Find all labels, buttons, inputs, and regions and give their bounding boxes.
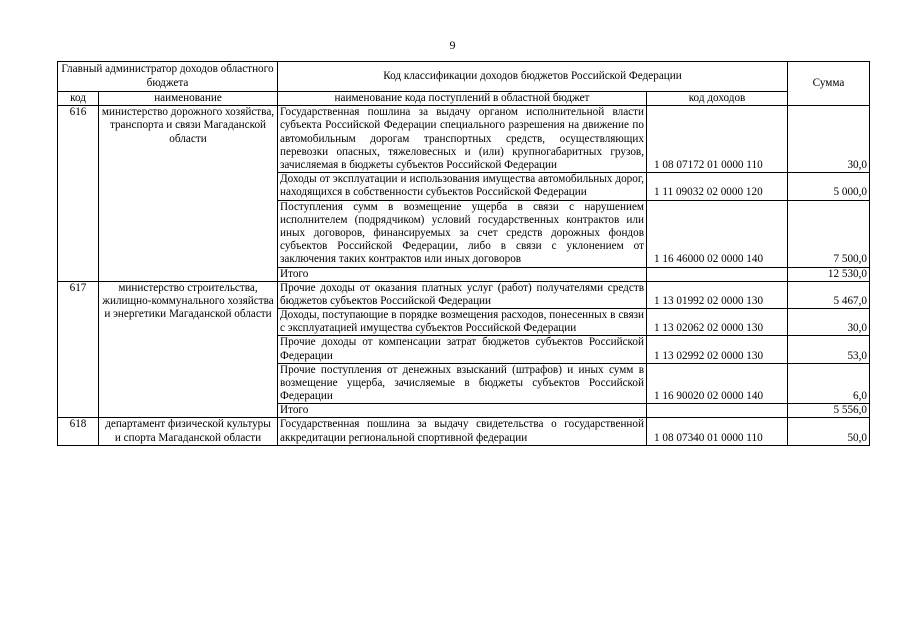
- header-sum: Сумма: [788, 62, 870, 106]
- total-code-empty: [647, 267, 788, 281]
- total-sum: 5 556,0: [788, 404, 870, 418]
- page-number: 9: [449, 38, 456, 52]
- admin-name: министерство строительства, жилищно-коммунального хозяйства и энергетики Магаданской области: [99, 281, 278, 418]
- admin-code: 616: [58, 106, 99, 281]
- income-description: Доходы от эксплуатации и использования имущества автомобильных дорог, находящихся в собственности субъектов Российской Федерации: [278, 173, 647, 200]
- income-sum: 7 500,0: [788, 200, 870, 267]
- income-description: Прочие доходы от компенсации затрат бюджетов субъектов Российской Федерации: [278, 336, 647, 363]
- income-table: [57, 61, 870, 446]
- total-label: Итого: [278, 267, 647, 281]
- header-income-code: код доходов: [647, 92, 788, 106]
- income-code: 1 08 07172 01 0000 110: [647, 106, 788, 173]
- header-code: код: [58, 92, 99, 106]
- income-code: 1 13 02062 02 0000 130: [647, 309, 788, 336]
- income-description: Государственная пошлина за выдачу органом исполнительной власти субъекта Российской Федерации специального разрешения на движение по автомобильным дорогам транспортных средств, осуществляющих перевозки опасных, тяжеловесных и (или) крупногабаритных грузов, зачисляемая в бюджеты субъектов Российской Федерации: [278, 106, 647, 173]
- income-code: 1 11 09032 02 0000 120: [647, 173, 788, 200]
- income-code: 1 16 90020 02 0000 140: [647, 363, 788, 404]
- income-description: Доходы, поступающие в порядке возмещения расходов, понесенных в связи с эксплуатацией имущества субъектов Российской Федерации: [278, 309, 647, 336]
- header-classification-group: Код классификации доходов бюджетов Российской Федерации: [278, 62, 788, 92]
- income-sum: 53,0: [788, 336, 870, 363]
- income-code: 1 13 02992 02 0000 130: [647, 336, 788, 363]
- header-admin-group: Главный администратор доходов областного бюджета: [58, 62, 278, 92]
- table-row: [58, 418, 870, 445]
- admin-name: департамент физической культуры и спорта Магаданской области: [99, 418, 278, 445]
- admin-name: министерство дорожного хозяйства, транспорта и связи Магаданской области: [99, 106, 278, 281]
- income-description: Поступления сумм в возмещение ущерба в связи с нарушением исполнителем (подрядчиком) условий государственных контрактов или иных договоров, финансируемых за счет средств дорожных фондов субъектов Российской Федерации, либо в связи с уклонением от заключения таких контрактов или иных договоров: [278, 200, 647, 267]
- income-description: Прочие доходы от оказания платных услуг (работ) получателями средств бюджетов субъектов Российской Федерации: [278, 281, 647, 308]
- income-code: 1 16 46000 02 0000 140: [647, 200, 788, 267]
- income-sum: 30,0: [788, 106, 870, 173]
- income-description: Государственная пошлина за выдачу свидетельства о государственной аккредитации региональной спортивной федерации: [278, 418, 647, 445]
- income-code: 1 13 01992 02 0000 130: [647, 281, 788, 308]
- table-row: [58, 281, 870, 308]
- header-name: наименование: [99, 92, 278, 106]
- total-code-empty: [647, 404, 788, 418]
- total-sum: 12 530,0: [788, 267, 870, 281]
- income-sum: 5 467,0: [788, 281, 870, 308]
- income-code: 1 08 07340 01 0000 110: [647, 418, 788, 445]
- income-sum: 50,0: [788, 418, 870, 445]
- income-sum: 30,0: [788, 309, 870, 336]
- income-description: Прочие поступления от денежных взысканий (штрафов) и иных сумм в возмещение ущерба, зачисляемые в бюджеты субъектов Российской Федерации: [278, 363, 647, 404]
- total-label: Итого: [278, 404, 647, 418]
- income-sum: 6,0: [788, 363, 870, 404]
- header-income-name: наименование кода поступлений в областной бюджет: [278, 92, 647, 106]
- table-row: [58, 106, 870, 173]
- admin-code: 617: [58, 281, 99, 418]
- admin-code: 618: [58, 418, 99, 445]
- income-sum: 5 000,0: [788, 173, 870, 200]
